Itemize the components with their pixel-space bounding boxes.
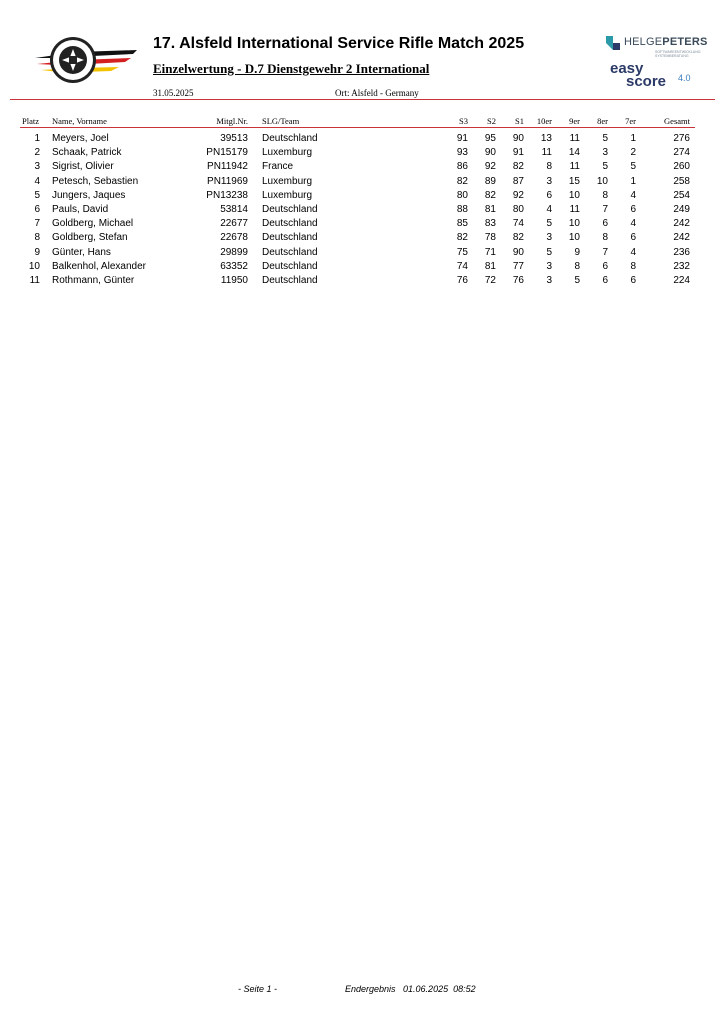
cell-s3: 82: [456, 175, 468, 187]
event-date: 31.05.2025: [153, 88, 194, 98]
easyscore-version: 4.0: [678, 73, 691, 83]
cell-x10: 3: [546, 275, 552, 286]
cell-mitgl: 11950: [220, 275, 248, 286]
cell-s3: 85: [456, 218, 468, 230]
cell-x7: 2: [630, 147, 636, 159]
cell-platz: 11: [29, 275, 40, 286]
cell-name: Pauls, David: [52, 204, 109, 215]
cell-platz: 6: [34, 204, 40, 215]
cell-x10: 4: [546, 204, 552, 215]
cell-platz: 3: [34, 161, 40, 173]
cell-total: 274: [673, 147, 690, 159]
cell-x8: 6: [602, 275, 608, 286]
cell-total: 254: [673, 189, 690, 201]
easyscore-logo: easy score: [610, 60, 667, 90]
cell-s1: 77: [512, 260, 524, 272]
col-header-gesamt: Gesamt: [664, 116, 690, 126]
cell-total: 232: [673, 260, 690, 272]
cell-s3: 75: [456, 246, 468, 258]
cell-x9: 9: [574, 246, 580, 258]
cell-total: 260: [673, 161, 690, 173]
cell-mitgl: 53814: [220, 204, 248, 215]
cell-platz: 7: [34, 218, 40, 230]
cell-x7: 6: [630, 275, 636, 286]
cell-mitgl: 22678: [220, 232, 248, 244]
table-row: [0, 218, 725, 232]
cell-s1: 90: [512, 246, 524, 258]
cell-x9: 8: [574, 260, 580, 272]
cell-s2: 81: [484, 204, 496, 215]
cell-x8: 7: [602, 246, 608, 258]
cell-mitgl: 63352: [220, 260, 248, 272]
table-row: [0, 161, 725, 175]
document-title: 17. Alsfeld International Service Rifle Match 2025: [153, 35, 525, 52]
cell-s1: 74: [512, 218, 524, 230]
cell-x7: 1: [630, 133, 636, 144]
cell-s1: 82: [512, 232, 524, 244]
cell-x10: 8: [546, 161, 552, 173]
cell-s1: 80: [512, 204, 524, 215]
cell-mitgl: 22677: [220, 218, 248, 230]
cell-x8: 10: [596, 175, 608, 187]
cell-mitgl: PN11942: [207, 161, 248, 173]
cell-x10: 6: [546, 189, 552, 201]
cell-name: Sigrist, Olivier: [52, 161, 114, 173]
cell-x10: 5: [546, 246, 552, 258]
cell-team: Luxemburg: [262, 189, 313, 201]
cell-name: Rothmann, Günter: [52, 275, 135, 286]
cell-name: Goldberg, Michael: [52, 218, 134, 230]
col-header-s3: S3: [459, 116, 468, 126]
table-header-divider: [20, 127, 695, 128]
cell-name: Günter, Hans: [52, 246, 111, 258]
cell-x7: 4: [630, 189, 636, 201]
table-row: [0, 176, 725, 190]
cell-team: Deutschland: [262, 218, 318, 230]
cell-team: Deutschland: [262, 246, 318, 258]
cell-x9: 11: [569, 161, 580, 173]
col-header-mitgl: Mitgl.Nr.: [216, 116, 248, 126]
cell-s2: 78: [484, 232, 496, 244]
cell-x9: 11: [569, 204, 580, 215]
cell-s3: 82: [456, 232, 468, 244]
cell-mitgl: 29899: [220, 246, 248, 258]
cell-s2: 89: [484, 175, 496, 187]
cell-total: 242: [673, 232, 690, 244]
cell-name: Balkenhol, Alexander: [52, 260, 146, 272]
cell-team: Luxemburg: [262, 175, 313, 187]
cell-total: 242: [673, 218, 690, 230]
cell-name: Jungers, Jaques: [52, 189, 126, 201]
table-row: [0, 133, 725, 147]
page-number: - Seite 1 -: [238, 984, 278, 994]
vendor-name: HELGEPETERS: [624, 36, 708, 48]
cell-mitgl: PN13238: [206, 189, 248, 201]
col-header-platz: Platz: [22, 116, 39, 126]
cell-s3: 80: [456, 189, 468, 201]
cell-platz: 1: [34, 133, 40, 144]
table-row: [0, 204, 725, 218]
col-header-8er: 8er: [597, 116, 608, 126]
header-divider: [10, 99, 715, 100]
cell-s2: 92: [484, 161, 496, 173]
cell-x8: 8: [602, 189, 608, 201]
event-location: Ort: Alsfeld - Germany: [335, 88, 419, 98]
cell-team: Deutschland: [262, 275, 318, 286]
helge-peters-logo-icon: [604, 34, 622, 52]
cell-s1: 82: [512, 161, 524, 173]
cell-x7: 6: [630, 204, 636, 215]
cell-total: 258: [673, 175, 690, 187]
cell-x8: 8: [602, 232, 608, 244]
cell-platz: 10: [28, 260, 40, 272]
cell-s2: 83: [484, 218, 496, 230]
cell-x10: 3: [546, 175, 552, 187]
association-logo: [33, 34, 139, 84]
cell-total: 224: [673, 275, 690, 286]
cell-platz: 8: [34, 232, 40, 244]
cell-name: Goldberg, Stefan: [52, 232, 128, 244]
cell-x7: 5: [630, 161, 636, 173]
table-row: [0, 275, 725, 289]
col-header-s1: S1: [515, 116, 524, 126]
cell-platz: 4: [34, 175, 40, 187]
col-header-9er: 9er: [569, 116, 580, 126]
col-header-name: Name, Vorname: [52, 116, 107, 126]
cell-s2: 71: [484, 246, 496, 258]
cell-team: Deutschland: [262, 133, 318, 144]
cell-s2: 95: [484, 133, 496, 144]
col-header-team: SLG/Team: [262, 116, 300, 126]
cell-s3: 93: [456, 147, 468, 159]
cell-x10: 13: [540, 133, 552, 144]
document-subtitle: Einzelwertung - D.7 Dienstgewehr 2 International: [153, 61, 430, 76]
table-row: [0, 190, 725, 204]
cell-team: Deutschland: [262, 204, 318, 215]
table-row: [0, 147, 725, 161]
col-header-s2: S2: [487, 116, 496, 126]
cell-s3: 88: [456, 204, 468, 215]
cell-s3: 74: [456, 260, 468, 272]
vendor-tagline: SOFTWAREENTWICKLUNG SYSTEMBERATUNG: [655, 50, 701, 58]
cell-s2: 72: [484, 275, 496, 286]
cell-x9: 10: [568, 189, 580, 201]
table-row: [0, 261, 725, 275]
cell-mitgl: 39513: [220, 133, 248, 144]
cell-x8: 6: [602, 260, 608, 272]
cell-total: 276: [673, 133, 690, 144]
cell-name: Meyers, Joel: [52, 133, 109, 144]
cell-x8: 3: [602, 147, 608, 159]
cell-s3: 86: [456, 161, 468, 173]
col-header-7er: 7er: [625, 116, 636, 126]
cell-total: 236: [673, 246, 690, 258]
cell-team: Luxemburg: [262, 147, 313, 159]
cell-team: Deutschland: [262, 232, 318, 244]
result-status: Endergebnis 01.06.2025 08:52: [345, 984, 476, 994]
cell-s2: 90: [484, 147, 496, 159]
cell-s1: 91: [512, 147, 524, 159]
cell-team: France: [262, 161, 294, 173]
cell-x8: 6: [602, 218, 608, 230]
cell-x10: 5: [546, 218, 552, 230]
cell-x9: 5: [574, 275, 580, 286]
cell-x7: 6: [630, 232, 636, 244]
cell-x8: 7: [602, 204, 608, 215]
cell-platz: 5: [34, 189, 40, 201]
cell-name: Schaak, Patrick: [52, 147, 122, 159]
cell-x10: 3: [546, 232, 552, 244]
cell-x9: 15: [568, 175, 580, 187]
cell-total: 249: [673, 204, 690, 215]
cell-x7: 4: [630, 246, 636, 258]
cell-s1: 92: [512, 189, 524, 201]
cell-mitgl: PN15179: [206, 147, 248, 159]
table-row: [0, 232, 725, 246]
cell-x7: 1: [630, 175, 636, 187]
cell-x9: 11: [569, 133, 580, 144]
cell-s1: 87: [512, 175, 524, 187]
cell-s2: 81: [484, 260, 496, 272]
cell-s3: 91: [456, 133, 468, 144]
cell-x9: 10: [568, 218, 580, 230]
cell-name: Petesch, Sebastien: [52, 175, 139, 187]
cell-s1: 90: [512, 133, 524, 144]
cell-x9: 14: [568, 147, 580, 159]
cell-x7: 4: [630, 218, 636, 230]
cell-platz: 9: [34, 246, 40, 258]
cell-s3: 76: [456, 275, 468, 286]
cell-s1: 76: [512, 275, 524, 286]
cell-mitgl: PN11969: [207, 175, 248, 187]
cell-x10: 11: [541, 147, 552, 159]
table-row: [0, 247, 725, 261]
cell-platz: 2: [34, 147, 40, 159]
cell-x8: 5: [602, 133, 608, 144]
cell-x8: 5: [602, 161, 608, 173]
cell-s2: 82: [484, 189, 496, 201]
cell-x9: 10: [568, 232, 580, 244]
cell-x10: 3: [546, 260, 552, 272]
cell-x7: 8: [630, 260, 636, 272]
col-header-10er: 10er: [536, 116, 552, 126]
cell-team: Deutschland: [262, 260, 318, 272]
